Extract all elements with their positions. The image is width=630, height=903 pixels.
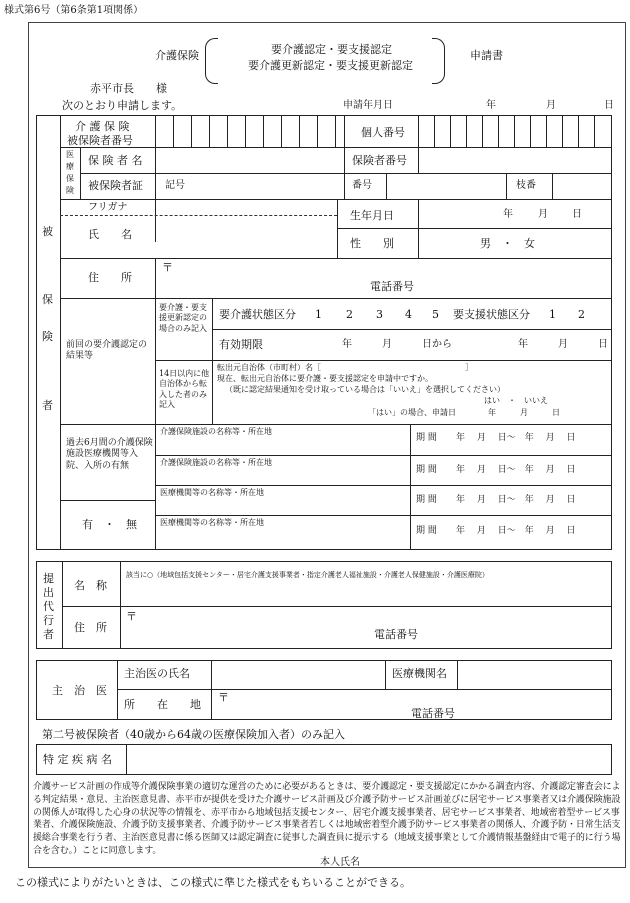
facility-row-4-range[interactable]: 年 月 日～ 年 月 日 [456, 526, 576, 536]
sex-label: 性 別 [350, 237, 394, 250]
address-postal-mark: 〒 [162, 261, 173, 274]
addressee: 赤平市長 様 [90, 82, 167, 95]
insurance-number-label-1: 介 護 保 険 [75, 120, 130, 133]
furigana-label: フリガナ [88, 202, 128, 213]
personal-number-cells[interactable] [418, 115, 612, 147]
birth-day[interactable]: 日 [572, 209, 582, 220]
agent-address-field[interactable] [140, 609, 600, 625]
doctor-institution-label: 医療機関名 [392, 667, 447, 680]
facility-row-4-label: 医療機関等の名称等・所在地 [160, 518, 264, 527]
support-level-label: 要支援状態区分 [453, 308, 530, 321]
title-line2: 要介護更新認定・要支援更新認定 [248, 59, 413, 72]
care-level-2[interactable]: 2 [346, 308, 353, 321]
doctor-institution-field[interactable] [459, 662, 610, 686]
insurer-name-field[interactable] [156, 148, 344, 172]
facility-label: 過去6月間の介護保険施設医療機関等入院、入所の有無 [66, 438, 153, 471]
birth-month[interactable]: 月 [538, 209, 548, 220]
insurer-number-label: 保険者番号 [352, 154, 407, 167]
sex-options[interactable]: 男 ・ 女 [480, 237, 535, 250]
facility-row-3-label: 医療機関等の名称等・所在地 [160, 488, 264, 497]
previous-sub-label: 要介護・要支援更新認定の場合のみ記入 [159, 303, 207, 333]
agent-note[interactable]: 該当に○（地域包括支援センター・居宅介護支援事業者・指定介護老人福祉施設・介護老人保健施設・介護医療院） [126, 571, 489, 579]
footer-note: この様式によりがたいときは、この様式に準じた様式をもちいることができる。 [15, 876, 411, 889]
branch-field[interactable] [553, 174, 611, 198]
consent-text: 介護サービス計画の作成等介護保険事業の適切な運営のために必要があるときは、要介護認定・要支援認定にかかる調査内容、介護認定審査会による判定結果・意見、主治医意見書、赤平市が提供を受けた介護サービス計画及び介護予防サービス計画並びに居宅サービス事業者又は介護保険施設の関係人が取得した心身の状況等の情報を、赤平市から地域包括支援センター、居宅介護支援事業者、居宅サービス事業者、地域密着型サービス事業者、介護保険施設、介護予防支援事業者、介護予防サービス事業者若しくは地域密着型介護予防サービス事業者の関係人、介護予防・日常生活支援総合事業を行う者、主治医意見書に係る医師又は認定調査に従事した調査員に提示する（地域支援事業として介護情報基盤経由で電子的に行う場合を含む。）ことに同意します。 [33, 782, 621, 856]
signature-field[interactable] [372, 854, 602, 868]
card-label: 被保険者証 [88, 179, 143, 192]
branch-label: 枝番 [516, 180, 536, 191]
doctor-postal-mark: 〒 [218, 691, 229, 704]
insured-label-1: 被 [42, 225, 53, 238]
care-level-5[interactable]: 5 [432, 308, 439, 321]
number-field[interactable] [387, 174, 505, 198]
insurer-number-field[interactable] [419, 148, 611, 172]
validity-to[interactable]: 年 月 日 [518, 339, 608, 350]
birth-label: 生年月日 [350, 209, 394, 222]
insured-label-4: 者 [42, 399, 53, 412]
care-level-3[interactable]: 3 [376, 308, 383, 321]
title-line1: 要介護認定・要支援認定 [271, 43, 392, 56]
agent-label-3: 代 [43, 600, 54, 613]
address-phone-label: 電話番号 [370, 280, 414, 293]
number-label: 番号 [352, 180, 372, 191]
doctor-location-label: 所 在 地 [124, 698, 201, 711]
signature-label: 本人氏名 [320, 857, 360, 868]
facility-row-1-label: 介護保険施設の名称等・所在地 [160, 427, 272, 436]
facility-row-1-range[interactable]: 年 月 日～ 年 月 日 [456, 433, 576, 443]
agent-label-4: 行 [43, 614, 54, 627]
facility-row-2-label: 介護保険施設の名称等・所在地 [160, 458, 272, 467]
address-field[interactable] [176, 260, 606, 276]
name-field[interactable] [156, 217, 336, 257]
facility-row-2-period: 期 間 [416, 465, 437, 475]
disease-field[interactable] [128, 746, 610, 773]
transfer-line1[interactable]: 転出元自治体（市町村）名［ ］ [217, 363, 473, 372]
facility-row-3-period: 期 間 [416, 495, 437, 505]
care-level-1[interactable]: 1 [315, 308, 322, 321]
application-day[interactable]: 日 [604, 100, 614, 111]
agent-label-1: 提 [43, 572, 54, 585]
disease-label: 特 定 疾 病 名 [43, 753, 112, 766]
facility-row-1-period: 期 間 [416, 433, 437, 443]
application-date-label: 申請年月日 [343, 100, 393, 111]
title-prefix: 介護保険 [155, 49, 199, 62]
agent-name-field[interactable] [122, 584, 610, 604]
title-paren-open [205, 38, 218, 84]
care-level-label: 要介護状態区分 [219, 308, 296, 321]
facility-row-4-period: 期 間 [416, 526, 437, 536]
agent-label-5: 者 [43, 628, 54, 641]
support-level-2[interactable]: 2 [578, 308, 585, 321]
medical-label-3: 保 [66, 174, 74, 183]
transfer-line4[interactable]: 「はい」の場合、申請日 年 月 日 [368, 408, 560, 417]
transfer-line2: 現在、転出元自治体に要介護・要支援認定を申請中ですか。 [217, 374, 433, 383]
transfer-answer[interactable]: はい ・ いいえ [484, 396, 548, 405]
title-suffix: 申請書 [470, 49, 503, 62]
doctor-name-label: 主治医の氏名 [124, 667, 190, 680]
personal-number-label: 個人番号 [361, 126, 405, 139]
facility-row-2-range[interactable]: 年 月 日～ 年 月 日 [456, 465, 576, 475]
application-month[interactable]: 月 [546, 100, 556, 111]
agent-name-label: 名 称 [74, 579, 107, 592]
secondary-heading: 第二号被保険者（40歳から64歳の医療保険加入者）のみ記入 [42, 728, 345, 741]
name-label: 氏 名 [88, 228, 132, 241]
insurance-number-label-2: 被保険者番号 [67, 134, 133, 147]
support-level-1[interactable]: 1 [549, 308, 556, 321]
doctor-name-field[interactable] [213, 662, 383, 686]
form-number: 様式第6号（第6条第1項関係） [4, 5, 144, 16]
care-level-4[interactable]: 4 [405, 308, 412, 321]
symbol-label: 記号 [165, 180, 185, 191]
agent-postal-mark: 〒 [126, 610, 137, 623]
furigana-field[interactable] [156, 200, 336, 214]
transfer-line3: （既に認定結果通知を受け取っている場合は「いいえ」を選択してください） [225, 385, 505, 394]
insurer-name-label: 保 険 者 名 [88, 154, 143, 167]
title-paren-close [432, 38, 445, 84]
validity-from[interactable]: 年 月 日から [342, 339, 452, 350]
medical-label-1: 医 [66, 150, 74, 159]
birth-year[interactable]: 年 [503, 209, 513, 220]
doctor-section-label: 主 治 医 [52, 684, 107, 697]
agent-label-2: 出 [43, 586, 54, 599]
address-label: 住 所 [88, 271, 132, 284]
facility-presence[interactable]: 有 ・ 無 [82, 518, 137, 531]
agent-phone-label: 電話番号 [374, 628, 418, 641]
agent-address-label: 住 所 [74, 621, 107, 634]
medical-label-4: 険 [66, 186, 74, 195]
facility-row-3-range[interactable]: 年 月 日～ 年 月 日 [456, 495, 576, 505]
intro-text: 次のとおり申請します。 [62, 99, 183, 112]
medical-label-2: 療 [66, 162, 74, 171]
insured-label-3: 険 [42, 330, 53, 343]
transfer-label: 14日以内に他自治体から転入した者のみ記入 [159, 369, 210, 410]
insured-label-2: 保 [42, 293, 53, 306]
application-year[interactable]: 年 [486, 100, 496, 111]
symbol-field[interactable] [190, 174, 343, 198]
validity-label: 有効期限 [219, 338, 263, 351]
doctor-phone-label: 電話番号 [411, 707, 455, 720]
previous-label: 前回の要介護認定の結果等 [66, 340, 148, 362]
doctor-location-field[interactable] [232, 691, 602, 705]
